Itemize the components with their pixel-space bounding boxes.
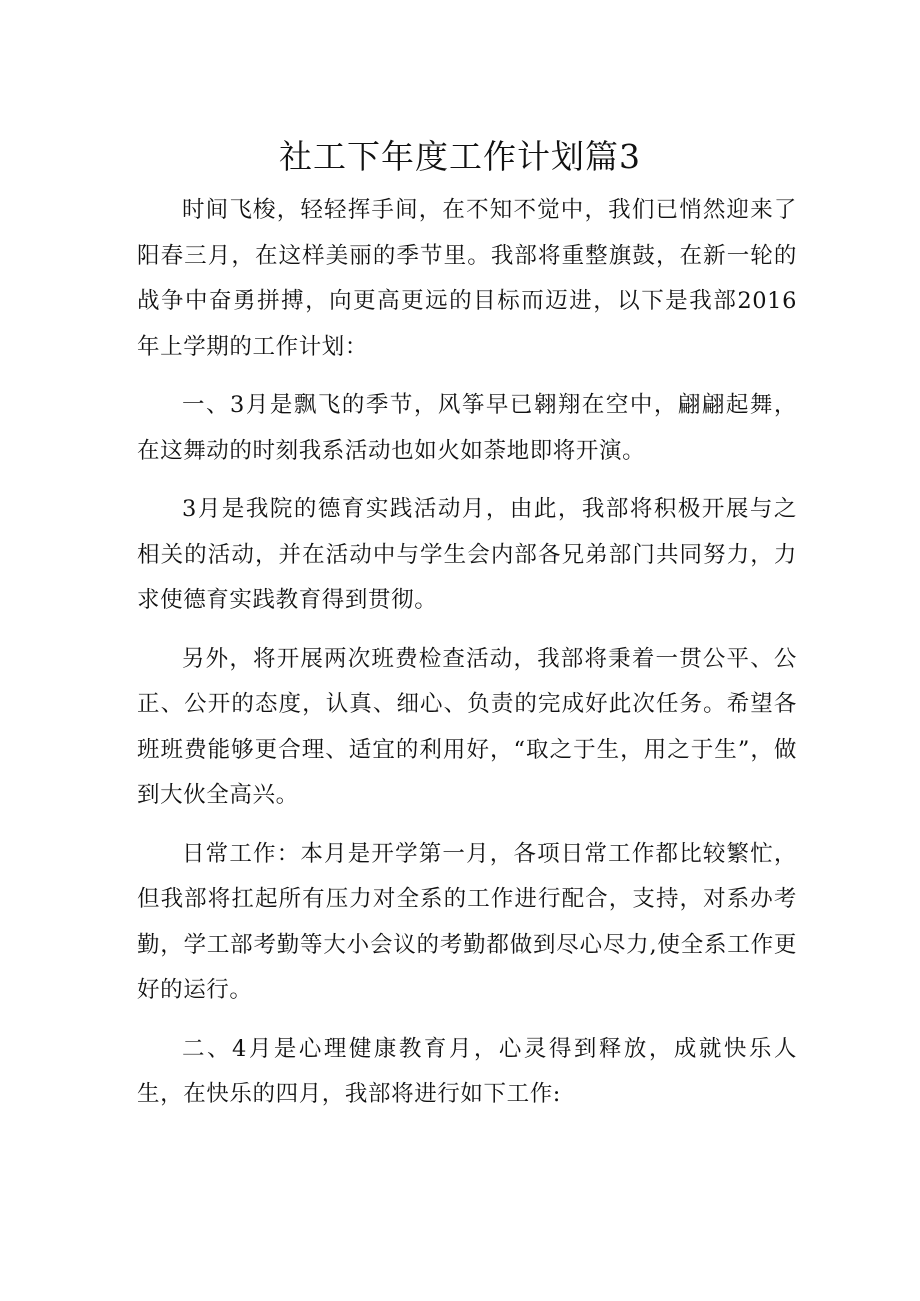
paragraph-march: 一、3月是飘飞的季节，风筝早已翱翔在空中，翩翩起舞，在这舞动的时刻我系活动也如火如荼地即将开演。 [137,392,797,464]
document-body [137,188,797,1131]
document-title: 社工下年度工作计划篇3 [279,137,641,176]
paragraph-moral-education: 3月是我院的德育实践活动月，由此，我部将积极开展与之相关的活动，并在活动中与学生会内部各兄弟部门共同努力，力求使德育实践教育得到贯彻。 [137,496,797,613]
paragraph-daily-work: 日常工作：本月是开学第一月，各项日常工作都比较繁忙，但我部将扛起所有压力对全系的工作进行配合，支持，对系办考勤，学工部考勤等大小会议的考勤都做到尽心尽力,使全系工作更好的运行。 [137,840,797,1003]
paragraph-class-fee-check: 另外，将开展两次班费检查活动，我部将秉着一贯公平、公正、公开的态度，认真、细心、负责的完成好此次任务。希望各班班费能够更合理、适宜的利用好，“取之于生，用之于生”，做到大伙全高兴。 [137,645,797,808]
paragraph-april: 二、4月是心理健康教育月，心灵得到释放，成就快乐人生，在快乐的四月，我部将进行如下工作: [137,1035,797,1107]
paragraph-intro: 时间飞梭，轻轻挥手间，在不知不觉中，我们已悄然迎来了阳春三月，在这样美丽的季节里。我部将重整旗鼓，在新一轮的战争中奋勇拼搏，向更高更远的目标而迈进，以下是我部2016年上学期的工作计划： [137,197,797,360]
